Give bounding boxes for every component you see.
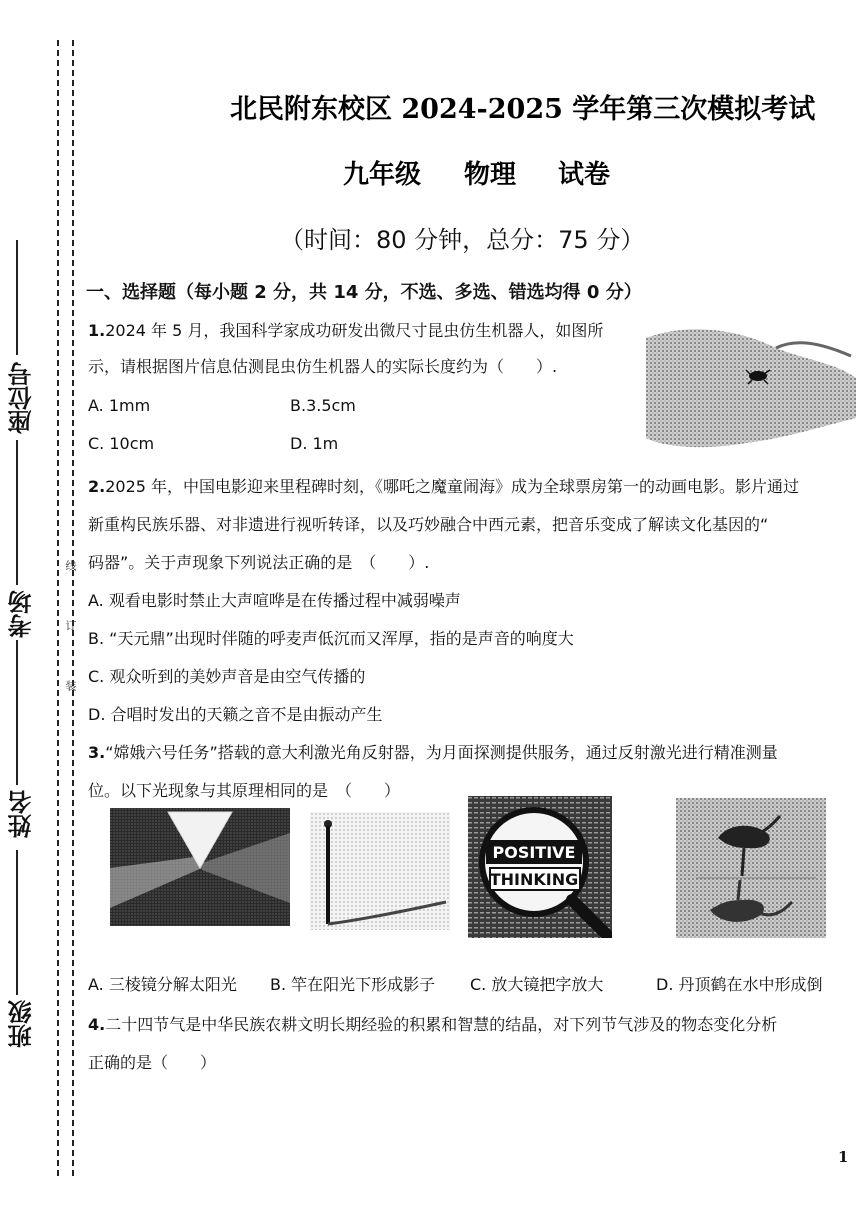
- time-score-info: （时间：80 分钟，总分：75 分）: [280, 226, 645, 254]
- paper-label: 试卷: [558, 160, 611, 190]
- seat-number-blank: [16, 240, 18, 355]
- question-3-option-d[interactable]: D. 丹顶鹤在水中形成倒: [656, 975, 823, 994]
- question-4-number: 4.: [88, 1015, 106, 1034]
- name-blank: [16, 640, 18, 785]
- q1-hand-robot-image: [646, 318, 856, 456]
- grade-label: 九年级: [343, 160, 422, 190]
- question-2-number: 2.: [88, 477, 106, 496]
- magnifier-word-1: POSITIVE: [492, 843, 576, 862]
- question-1-option-d[interactable]: D. 1m: [290, 434, 339, 453]
- page-number: 1: [838, 1148, 849, 1166]
- seat-number-label: 座位号: [8, 362, 36, 434]
- question-3-option-b[interactable]: B. 竿在阳光下形成影子: [270, 975, 436, 994]
- binding-mark-line: 线: [64, 560, 77, 571]
- question-2-option-b[interactable]: B. “天元鼎”出现时伴随的呼麦声低沉而又浑厚，指的是声音的响度大: [88, 629, 574, 648]
- question-1-number: 1.: [88, 321, 106, 340]
- class-label: 班级: [8, 1000, 36, 1048]
- question-2-line1: 2.2025 年，中国电影迎来里程碑时刻，《哪吒之魔童闹海》成为全球票房第一的动画电影。影片通过: [88, 477, 800, 496]
- class-blank: [16, 850, 18, 995]
- question-3-option-a[interactable]: A. 三棱镜分解太阳光: [88, 975, 237, 994]
- binding-dash-line-inner: [72, 40, 74, 1176]
- name-label: 姓名: [8, 790, 36, 838]
- question-1-line2: 示，请根据图片信息估测昆虫仿生机器人的实际长度约为（ ）.: [88, 357, 558, 376]
- exam-room-label: 考场: [8, 590, 36, 638]
- binding-dash-line-outer: [57, 40, 59, 1176]
- question-1-option-a[interactable]: A. 1mm: [88, 396, 151, 415]
- question-3-line1: 3.“嫦娥六号任务”搭载的意大利激光角反射器，为月面探测提供服务，通过反射激光进行精准测量: [88, 743, 778, 762]
- exam-title: 北民附东校区 2024-2025 学年第三次模拟考试: [230, 94, 816, 125]
- section-heading: 一、选择题（每小题 2 分，共 14 分，不选、多选、错选均得 0 分）: [86, 282, 642, 303]
- question-1-line1: 1.2024 年 5 月，我国科学家成功研发出微尺寸昆虫仿生机器人，如图所: [88, 321, 604, 340]
- q3-magnifier-image: [468, 796, 612, 938]
- question-4-line2: 正确的是（ ）: [88, 1053, 217, 1072]
- question-2-line3: 码器”。关于声现象下列说法正确的是 （ ）.: [88, 553, 430, 572]
- magnifier-word-2: THINKING: [489, 870, 579, 889]
- question-2-option-c[interactable]: C. 观众听到的美妙声音是由空气传播的: [88, 667, 366, 686]
- exam-room-blank: [16, 440, 18, 585]
- question-3-option-c[interactable]: C. 放大镜把字放大: [470, 975, 604, 994]
- question-3-number: 3.: [88, 743, 106, 762]
- q3-pole-shadow-image: [310, 812, 450, 930]
- binding-mark-staple: 订: [64, 620, 77, 631]
- question-1-option-b[interactable]: B.3.5cm: [290, 396, 356, 415]
- question-2-option-a[interactable]: A. 观看电影时禁止大声喧哗是在传播过程中减弱噪声: [88, 591, 461, 610]
- binding-mark-bind: 装: [64, 680, 77, 691]
- question-1-option-c[interactable]: C. 10cm: [88, 434, 155, 453]
- subject-label: 物理: [464, 160, 517, 190]
- q3-crane-reflection-image: [676, 798, 826, 938]
- question-2-line2: 新重构民族乐器、对非遗进行视听转译，以及巧妙融合中西元素，把音乐变成了解读文化基因的“: [88, 515, 769, 534]
- question-3-line2: 位。以下光现象与其原理相同的是 （ ）: [88, 781, 401, 800]
- q3-prism-image: [110, 808, 290, 926]
- question-4-line1: 4.二十四节气是中华民族农耕文明长期经验的积累和智慧的结晶，对下列节气涉及的物态变化分析: [88, 1015, 778, 1034]
- question-2-option-d[interactable]: D. 合唱时发出的天籁之音不是由振动产生: [88, 705, 383, 724]
